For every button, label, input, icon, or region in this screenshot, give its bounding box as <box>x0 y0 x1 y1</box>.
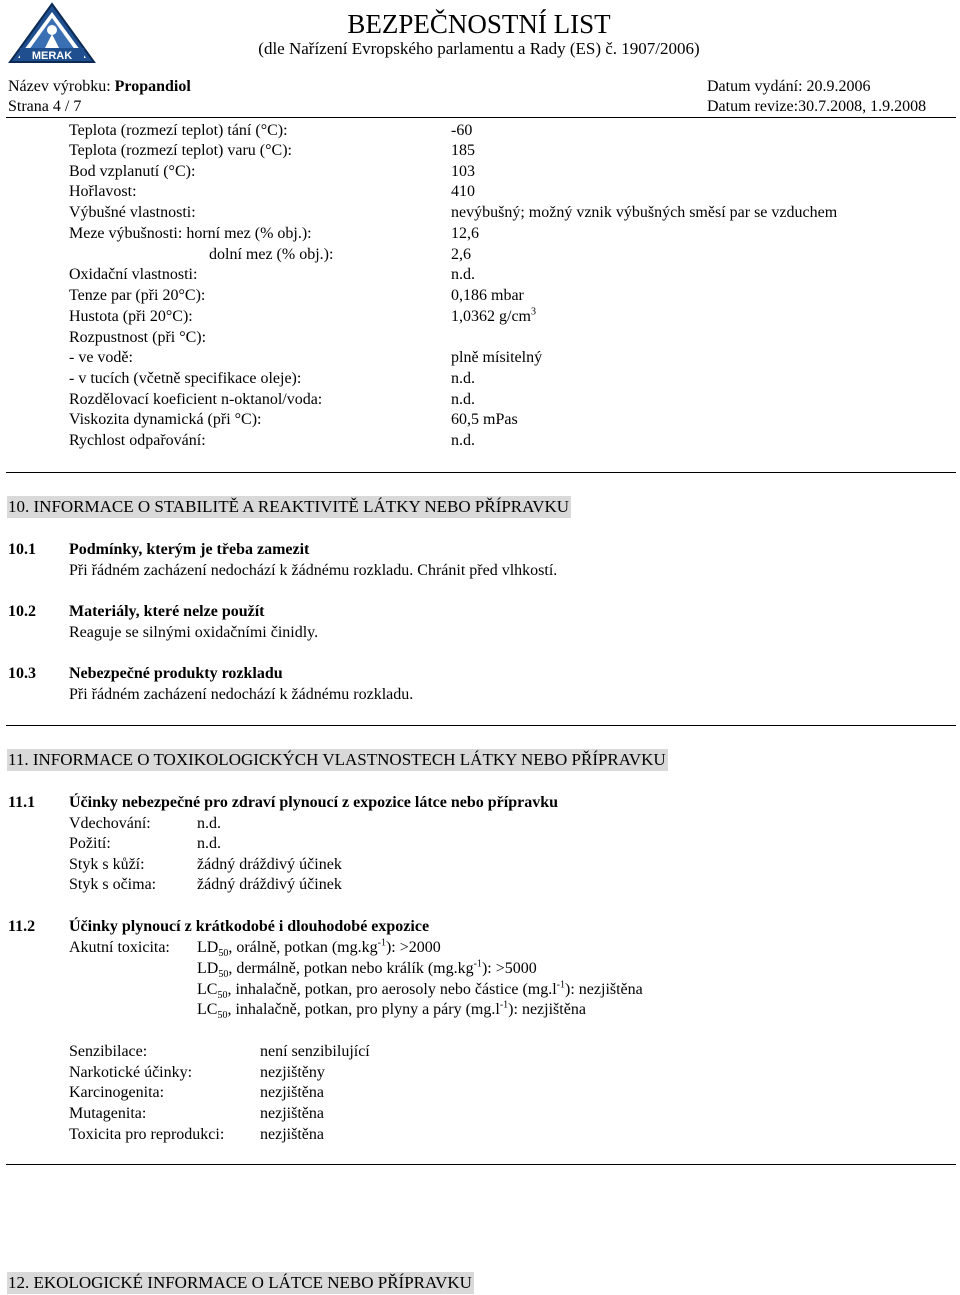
document-title: BEZPEČNOSTNÍ LIST <box>347 9 611 39</box>
exposure-value: žádný dráždivý účinek <box>197 856 342 873</box>
property-label: Rychlost odpařování: <box>69 432 206 449</box>
property-label: Rozdělovací koeficient n-oktanol/voda: <box>69 391 323 408</box>
property-value <box>451 307 536 327</box>
property-value: 103 <box>451 163 475 180</box>
property-label: Teplota (rozmezí teplot) varu (°C): <box>69 142 292 159</box>
property-value: 2,6 <box>451 246 471 263</box>
property-label: - ve vodě: <box>69 349 133 366</box>
tox-text: , dermálně, potkan nebo králík (mg.kg <box>228 960 474 977</box>
property-value: plně mísitelný <box>451 349 543 366</box>
property-value: nevýbušný; možný vznik výbušných směsí par se vzduchem <box>451 204 838 221</box>
subsection-text: Reaguje se silnými oxidačními činidly. <box>69 624 319 641</box>
property-label: Viskozita dynamická (při °C): <box>69 411 262 428</box>
acute-toxicity-line <box>197 1000 586 1020</box>
property-value: 410 <box>451 183 475 200</box>
effect-label: Karcinogenita: <box>69 1084 165 1101</box>
property-value: n.d. <box>451 266 475 283</box>
property-label: Hořlavost: <box>69 183 137 200</box>
subsection-number: 10.2 <box>8 603 36 620</box>
effect-value: nezjištěna <box>260 1126 324 1143</box>
property-label: Rozpustnost (při °C): <box>69 329 207 346</box>
effect-value: nezjištěna <box>260 1084 324 1101</box>
tox-text: , orálně, potkan (mg.kg <box>228 939 378 956</box>
subsection-text: Při řádném zacházení nedochází k žádnému rozkladu. <box>69 686 414 703</box>
subsection-title: Účinky nebezpečné pro zdraví plynoucí z expozice látce nebo přípravku <box>69 794 559 811</box>
tox-measure: LD <box>197 939 219 956</box>
property-label: - v tucích (včetně specifikace oleje): <box>69 370 302 387</box>
section-12-heading: 12. EKOLOGICKÉ INFORMACE O LÁTCE NEBO PŘÍPRAVKU <box>8 1273 472 1292</box>
exposure-label: Požití: <box>69 835 111 852</box>
property-value: -60 <box>451 122 473 139</box>
section-divider <box>6 725 956 726</box>
exposure-label: Styk s kůží: <box>69 856 145 873</box>
tox-measure: LC <box>197 1001 218 1018</box>
subsection-title: Účinky plynoucí z krátkodobé i dlouhodobé expozice <box>69 918 430 935</box>
section-divider <box>6 1164 956 1165</box>
subsection-number: 10.3 <box>8 665 36 682</box>
tox-result: ): nezjištěna <box>508 1001 586 1018</box>
tox-measure: LC <box>197 981 218 998</box>
property-value: n.d. <box>451 370 475 387</box>
property-value: 12,6 <box>451 225 479 242</box>
product-label: Název výrobku: <box>8 78 115 95</box>
subsection-title: Nebezpečné produkty rozkladu <box>69 665 283 682</box>
exposure-label: Vdechování: <box>69 815 151 832</box>
logo-text: MERAK <box>31 50 73 62</box>
tox-superscript: -1 <box>377 937 386 949</box>
property-label: Výbušné vlastnosti: <box>69 204 196 221</box>
tox-superscript: -1 <box>499 999 509 1011</box>
subsection-number: 11.2 <box>8 918 36 935</box>
tox-superscript: -1 <box>556 979 566 991</box>
subsection-number: 11.1 <box>8 794 36 811</box>
exposure-value: n.d. <box>197 815 221 832</box>
acute-toxicity-label: Akutní toxicita: <box>69 939 170 956</box>
revision-date: Datum revize:30.7.2008, 1.9.2008 <box>707 98 927 115</box>
property-label: Oxidační vlastnosti: <box>69 266 198 283</box>
property-label: Teplota (rozmezí teplot) tání (°C): <box>69 122 288 139</box>
header-divider <box>6 117 956 118</box>
issue-date: Datum vydání: 20.9.2006 <box>707 78 871 95</box>
property-label: dolní mez (% obj.): <box>209 246 334 263</box>
document-subtitle: (dle Nařízení Evropského parlamentu a Rady (ES) č. 1907/2006) <box>258 39 700 58</box>
tox-subscript: 50 <box>218 948 229 960</box>
property-value: 185 <box>451 142 475 159</box>
tox-text: , inhalačně, potkan, pro aerosoly nebo částice (mg.l <box>227 981 557 998</box>
exposure-value: n.d. <box>197 835 221 852</box>
effect-label: Mutagenita: <box>69 1105 147 1122</box>
tox-result: ): nezjištěna <box>565 981 643 998</box>
section-11-heading: 11. INFORMACE O TOXIKOLOGICKÝCH VLASTNOSTECH LÁTKY NEBO PŘÍPRAVKU <box>8 750 666 769</box>
section-divider <box>6 472 956 473</box>
exposure-value: žádný dráždivý účinek <box>197 876 342 893</box>
subsection-number: 10.1 <box>8 541 36 558</box>
effect-value: nezjištěny <box>260 1064 325 1081</box>
product-line <box>8 77 191 97</box>
density-value: 1,0362 g/cm <box>451 308 531 325</box>
tox-superscript: -1 <box>473 958 482 970</box>
merak-logo <box>6 2 98 64</box>
exposure-label: Styk s očima: <box>69 876 157 893</box>
acute-toxicity-line <box>197 980 643 1000</box>
tox-subscript: 50 <box>217 1010 228 1022</box>
subsection-title: Podmínky, kterým je třeba zamezit <box>69 541 310 558</box>
tox-measure: LD <box>197 960 219 977</box>
property-label: Tenze par (při 20°C): <box>69 287 206 304</box>
effect-label: Narkotické účinky: <box>69 1064 193 1081</box>
property-value: 60,5 mPas <box>451 411 518 428</box>
section-10-heading: 10. INFORMACE O STABILITĚ A REAKTIVITĚ LÁTKY NEBO PŘÍPRAVKU <box>8 497 570 516</box>
effect-label: Senzibilace: <box>69 1043 148 1060</box>
tox-text: , inhalačně, potkan, pro plyny a páry (mg.l <box>227 1001 500 1018</box>
tox-result: ): >2000 <box>385 939 441 956</box>
effect-value: nezjištěna <box>260 1105 324 1122</box>
density-unit-exponent: 3 <box>531 306 536 318</box>
property-label: Hustota (při 20°C): <box>69 308 193 325</box>
effect-label: Toxicita pro reprodukci: <box>69 1126 225 1143</box>
effect-value: není senzibilující <box>260 1043 370 1060</box>
property-value: n.d. <box>451 391 475 408</box>
page-number: Strana 4 / 7 <box>8 98 82 115</box>
tox-subscript: 50 <box>218 969 229 981</box>
product-name: Propandiol <box>114 78 191 95</box>
tox-subscript: 50 <box>217 990 228 1002</box>
subsection-title: Materiály, které nelze použít <box>69 603 265 620</box>
property-value: 0,186 mbar <box>451 287 524 304</box>
subsection-text: Při řádném zacházení nedochází k žádnému rozkladu. Chránit před vlhkostí. <box>69 562 558 579</box>
property-value: n.d. <box>451 432 475 449</box>
acute-toxicity-line <box>197 959 537 979</box>
property-label: Meze výbušnosti: horní mez (% obj.): <box>69 225 312 242</box>
property-label: Bod vzplanutí (°C): <box>69 163 196 180</box>
acute-toxicity-line <box>197 938 441 958</box>
tox-result: ): >5000 <box>481 960 537 977</box>
